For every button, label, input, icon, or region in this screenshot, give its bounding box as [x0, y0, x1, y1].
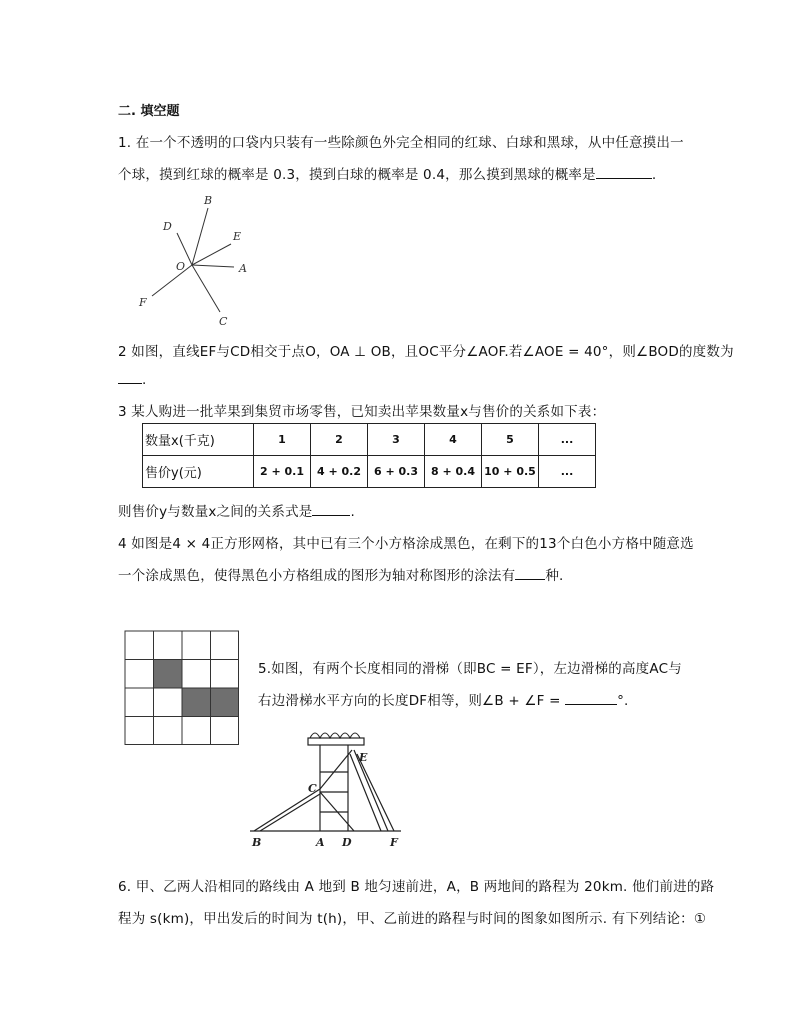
price-table [142, 423, 596, 488]
q2-line1: 2 如图，直线EF与CD相交于点O，OA ⊥ OB，且OC平分∠AOF.若∠AOE = 40°，则∠BOD的度数为 [118, 344, 734, 360]
table-row-price [143, 456, 596, 488]
price-cell: 8 + 0.4 [425, 456, 482, 488]
q5-end: °. [617, 693, 629, 709]
ray-ob [192, 208, 208, 265]
q1-end: . [651, 167, 657, 183]
label-b: B [252, 836, 262, 849]
grid-cell-black [182, 688, 211, 717]
row-label-quantity: 数量x(千克) [143, 424, 254, 456]
price-cell: ... [539, 456, 596, 488]
q6-line1: 6. 甲、乙两人沿相同的路线由 A 地到 B 地匀速前进，A，B 两地间的路程为 20km. 他们前进的路 [118, 879, 715, 895]
q2-answer-blank [118, 371, 142, 384]
label-e: E [233, 230, 242, 243]
label-o: O [176, 260, 186, 273]
q2-line2 [118, 371, 147, 388]
slide-bc [254, 789, 320, 831]
q3-answer-blank [312, 503, 350, 516]
grid-cell-black [210, 688, 239, 717]
label-d: D [342, 836, 352, 849]
q5-line1: 5.如图，有两个长度相同的滑梯（即BC = EF），左边滑梯的高度AC与 [258, 661, 682, 677]
figure-angles [130, 190, 260, 330]
qty-cell: 1 [254, 424, 311, 456]
qty-cell: 4 [425, 424, 482, 456]
label-b: B [204, 194, 213, 207]
label-c: C [219, 315, 228, 328]
q4-line1: 4 如图是4 × 4正方形网格，其中已有三个小方格涂成黑色，在剩下的13个白色小方格中随意选 [118, 536, 694, 552]
q3-ask-text: 则售价y与数量x之间的关系式是 [118, 504, 313, 520]
q1-line2 [118, 163, 656, 183]
q5-answer-blank [565, 692, 617, 705]
qty-cell: 3 [368, 424, 425, 456]
q5-line2 [258, 689, 629, 709]
price-cell: 6 + 0.3 [368, 456, 425, 488]
q3-end: . [350, 504, 355, 520]
qty-cell: ... [539, 424, 596, 456]
q4-end: 种. [545, 568, 564, 584]
qty-cell: 5 [482, 424, 539, 456]
q1-line2-text: 个球，摸到红球的概率是 0.3，摸到白球的概率是 0.4，那么摸到黑球的概率是 [118, 167, 596, 183]
label-f: F [390, 836, 398, 849]
q4-line2 [118, 564, 564, 584]
price-cell: 10 + 0.5 [482, 456, 539, 488]
price-cell: 4 + 0.2 [311, 456, 368, 488]
platform-rail [310, 733, 360, 738]
ray-oe [192, 244, 231, 265]
qty-cell: 2 [311, 424, 368, 456]
grid-figure [124, 630, 242, 748]
q1-answer-blank [596, 166, 652, 179]
ray-of [152, 265, 192, 296]
grid-cell-black [153, 659, 182, 688]
row-label-price: 售价y(元) [143, 456, 254, 488]
label-c: C [308, 782, 317, 795]
slide-figure [248, 722, 408, 852]
q1-line1: 1. 在一个不透明的口袋内只装有一些除颜色外完全相同的红球、白球和黑球，从中任意摸出一 [118, 135, 684, 151]
table-row-quantity [143, 424, 596, 456]
platform [308, 738, 364, 745]
q6-line2: 程为 s(km)，甲出发后的时间为 t(h)，甲、乙前进的路程与时间的图象如图所示. 有下列结论：① [118, 911, 707, 927]
q3-ask [118, 500, 355, 520]
q5-line2-text: 右边滑梯水平方向的长度DF相等，则∠B + ∠F = [258, 693, 561, 709]
q4-answer-blank [515, 567, 545, 580]
ray-oa [192, 265, 234, 267]
q4-line2-text: 一个涂成黑色，使得黑色小方格组成的图形为轴对称图形的涂法有 [118, 568, 516, 584]
label-a: A [239, 262, 247, 275]
label-a: A [316, 836, 325, 849]
label-e: E [359, 751, 368, 764]
q2-end: . [142, 372, 147, 388]
label-d: D [163, 220, 172, 233]
q3-intro: 3 某人购进一批苹果到集贸市场零售，已知卖出苹果数量x与售价的关系如下表： [118, 404, 606, 420]
ray-oc [192, 265, 220, 312]
label-f: F [139, 296, 147, 309]
section-title: 二. 填空题 [118, 104, 180, 119]
price-cell: 2 + 0.1 [254, 456, 311, 488]
